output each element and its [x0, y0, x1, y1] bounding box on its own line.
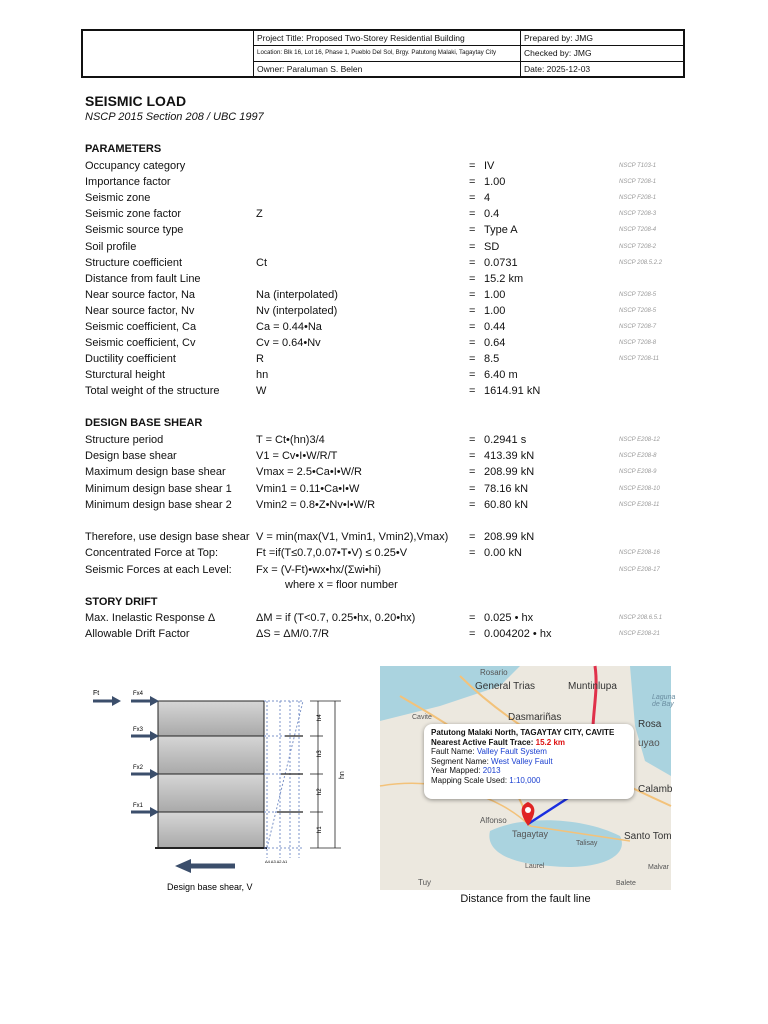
row-symbol: ΔS = ΔM/0.7/R [256, 628, 330, 641]
row-ref: NSCP E208-21 [619, 631, 660, 638]
row-eq: = [469, 240, 476, 253]
row-value: 0.0731 [484, 256, 518, 269]
map-label-general-trias: General Trias [475, 681, 536, 692]
param-row [85, 271, 685, 287]
row-eq: = [469, 176, 476, 189]
row-ref: NSCP E208-16 [619, 550, 660, 557]
param-row [85, 383, 685, 399]
row-value: 6.40 m [484, 369, 518, 382]
row-label: Minimum design base shear 2 [85, 498, 232, 511]
map-label-tuy: Tuy [418, 878, 432, 887]
base-shear-head [175, 859, 191, 873]
map-label-talisay: Talisay [576, 840, 598, 847]
row-eq: = [469, 304, 476, 317]
row-value: 1614.91 kN [484, 385, 541, 398]
row-eq: = [469, 272, 476, 285]
row-value: 0.2941 s [484, 434, 527, 446]
row-value: 1.00 [484, 288, 506, 301]
force-ft-label: Ft [93, 690, 100, 697]
map-label-santo-tomas: Santo Tom [624, 831, 672, 842]
row-eq: = [469, 337, 476, 350]
row-ref: NSCP 208.5.2.2 [619, 259, 663, 266]
h3-label: h3 [317, 750, 323, 757]
row-ref: NSCP T103-1 [619, 163, 657, 169]
row-eq: = [469, 256, 476, 269]
map-label-malvar: Malvar [648, 864, 670, 871]
row-eq: = [469, 466, 476, 479]
row-ref: NSCP T208-7 [619, 324, 657, 330]
row-eq: = [469, 628, 476, 641]
param-row [85, 222, 685, 238]
h1-label: h1 [317, 826, 323, 833]
row-label: Sturctural height [85, 369, 166, 382]
param-row [85, 626, 685, 642]
param-row [85, 464, 685, 480]
row-symbol: Cv = 0.64•Nv [256, 337, 321, 350]
param-row [85, 432, 685, 448]
row-eq: = [469, 482, 476, 495]
row-label: Therefore, use design base shear [85, 531, 250, 543]
map-label-laurel: Laurel [525, 863, 545, 870]
date: Date: 2025-12-03 [524, 64, 591, 74]
row-value: 0.44 [484, 321, 506, 333]
popup-scale: 1:10,000 [509, 775, 541, 785]
row-eq: = [469, 288, 476, 301]
row-eq: = [469, 353, 476, 366]
row-value: IV [484, 160, 495, 172]
row-ref: NSCP 208.6.5.1 [619, 615, 663, 621]
row-label: Occupancy category [85, 160, 186, 172]
row-label: Seismic coefficient, Cv [85, 337, 196, 350]
row-label: Allowable Drift Factor [85, 628, 190, 641]
row-eq: = [469, 547, 476, 560]
row-symbol: hn [256, 369, 269, 382]
row-symbol: Na (interpolated) [256, 288, 338, 301]
map-label-laguna: Laguna de Bay [652, 694, 676, 708]
row-symbol: V = min(max(V1, Vmin1, Vmin2),Vmax) [256, 531, 449, 543]
force-fx2-label: Fx2 [133, 765, 144, 771]
project-title: Project Title: Proposed Two-Storey Residential Building [257, 33, 465, 43]
row-symbol: W [256, 385, 267, 398]
map-label-calamba: Calamb [638, 784, 673, 795]
param-row [85, 562, 685, 578]
drift-labels: Δ4 Δ3 Δ2 Δ1 [265, 859, 288, 864]
popup-fault-name: Valley Fault System [476, 747, 547, 756]
parameters-heading: PARAMETERS [85, 143, 162, 155]
param-row [85, 158, 685, 174]
row-symbol: Vmin2 = 0.8•Z•Nv•I•W/R [256, 498, 376, 511]
row-value: 78.16 kN [484, 482, 529, 495]
row-symbol: R [256, 353, 264, 366]
row-value: 0.64 [484, 337, 506, 350]
project-owner: Owner: Paraluman S. Belen [257, 64, 363, 74]
map-label-rosa: Rosa [638, 719, 662, 730]
map-label-balete: Balete [616, 880, 636, 887]
row-eq: = [469, 192, 476, 205]
popup-nearest-value: 15.2 km [535, 737, 566, 747]
row-label: Seismic coefficient, Ca [85, 321, 197, 333]
row-eq: = [469, 612, 476, 624]
map-caption: Distance from the fault line [460, 893, 591, 905]
row-label: Concentrated Force at Top: [85, 547, 219, 560]
row-label: Total weight of the structure [85, 385, 220, 398]
row-symbol: Ft =if(T≤0.7,0.07•T•V) ≤ 0.25•V [256, 547, 408, 560]
row-symbol: Ct [256, 256, 267, 269]
param-row [85, 529, 685, 545]
row-ref: NSCP E208-12 [619, 437, 660, 443]
row-value: 208.99 kN [484, 531, 535, 543]
popup-scale-label: Mapping Scale Used: [431, 775, 508, 785]
row-value: 1.00 [484, 304, 506, 317]
force-fx4-label: Fx4 [133, 691, 144, 697]
page-subtitle: NSCP 2015 Section 208 / UBC 1997 [85, 111, 264, 123]
row-label: Seismic source type [85, 224, 184, 237]
param-row [85, 610, 685, 626]
force-fx1-label: Fx1 [133, 803, 144, 809]
row-ref: NSCP T208-11 [619, 356, 660, 363]
row-label: Near source factor, Na [85, 288, 196, 301]
row-label: Near source factor, Nv [85, 304, 195, 317]
popup-nearest-label: Nearest Active Fault Trace: [431, 737, 534, 747]
base-shear-heading: DESIGN BASE SHEAR [85, 417, 203, 429]
title-block [81, 29, 685, 78]
row-ref: NSCP F208-1 [619, 195, 657, 202]
row-value: 0.004202 • hx [484, 628, 552, 641]
row-label: Max. Inelastic Response Δ [85, 612, 216, 624]
row-eq: = [469, 450, 476, 463]
row-label: Seismic zone factor [85, 208, 181, 221]
project-location: Location: Blk 16, Lot 16, Phase 1, Pueblo Del Sol, Brgy. Patutong Malaki, Tagaytay City [257, 49, 497, 56]
row-eq: = [469, 498, 476, 511]
param-row [85, 239, 685, 255]
storey-1 [158, 812, 264, 848]
row-ref: NSCP T208-3 [619, 211, 657, 218]
param-row [85, 255, 685, 271]
param-row [85, 303, 685, 319]
row-value: 0.4 [484, 208, 500, 221]
row-value: SD [484, 240, 500, 253]
row-eq: = [469, 369, 476, 382]
row-ref: NSCP E208-8 [619, 453, 657, 460]
row-value: 4 [484, 192, 491, 205]
row-label: Maximum design base shear [85, 466, 226, 479]
param-row [85, 206, 685, 222]
row-label: Structure coefficient [85, 256, 183, 269]
row-label: Ductility coefficient [85, 353, 176, 366]
row-label: Seismic Forces at each Level: [85, 563, 232, 576]
param-row [85, 481, 685, 497]
row-symbol: V1 = Cv•I•W/R/T [256, 450, 338, 463]
storey-2 [158, 774, 264, 812]
row-ref: NSCP T208-5 [619, 291, 657, 298]
storey-3 [158, 736, 264, 774]
row-value: Type A [484, 224, 518, 237]
drift-heading: STORY DRIFT [85, 596, 158, 608]
row-ref: NSCP T208-5 [619, 307, 657, 314]
map-label-alfonso: Alfonso [480, 816, 507, 825]
row-label: Structure period [85, 434, 164, 446]
force-ft-head [112, 696, 121, 706]
row-value: 0.00 kN [484, 547, 522, 560]
building-force-diagram [85, 683, 365, 898]
row-value: 15.2 km [484, 272, 524, 285]
row-symbol: Vmax = 2.5•Ca•I•W/R [256, 466, 362, 479]
map-label-rosario: Rosario [480, 668, 508, 677]
popup-fault-label: Fault Name: [431, 747, 475, 756]
param-row [85, 319, 685, 335]
row-label: Soil profile [85, 240, 137, 253]
row-value: 60.80 kN [484, 498, 529, 511]
row-ref: NSCP T208-2 [619, 243, 657, 250]
row-eq: = [469, 160, 476, 172]
row-eq: = [469, 224, 476, 237]
base-shear-label: Design base shear, V [167, 882, 253, 892]
row-label: Seismic zone [85, 192, 151, 205]
popup-year-label: Year Mapped: [431, 766, 481, 775]
map-label-cabuyao: uyao [638, 738, 660, 749]
row-ref: NSCP T208-1 [619, 179, 657, 186]
param-row [85, 545, 685, 561]
h4-label: h4 [317, 714, 323, 721]
row-label: Distance from fault Line [85, 272, 201, 285]
row-symbol: Z [256, 208, 263, 221]
page-title: SEISMIC LOAD [85, 93, 187, 109]
row-value: 0.025 • hx [484, 612, 534, 624]
row-eq: = [469, 531, 476, 543]
logo-cell [83, 31, 254, 76]
row-ref: NSCP T208-8 [619, 340, 657, 347]
row-value: 1.00 [484, 176, 506, 189]
row-symbol: Vmin1 = 0.11•Ca•I•W [256, 482, 360, 495]
row-eq: = [469, 385, 476, 398]
map-label-cavite: Cavite [412, 714, 432, 721]
row-label: Importance factor [85, 176, 171, 189]
row-ref: NSCP E208-9 [619, 469, 657, 476]
storey-4 [158, 701, 264, 736]
row-symbol: Ca = 0.44•Na [256, 321, 322, 333]
row-eq: = [469, 321, 476, 333]
popup-segment-name: West Valley Fault [491, 756, 553, 766]
row-symbol: T = Ct•(hn)3/4 [256, 434, 325, 446]
param-row [85, 174, 685, 190]
param-row [85, 351, 685, 367]
prepared-by: Prepared by: JMG [524, 33, 593, 43]
param-row [85, 497, 685, 513]
row-value: 413.39 kN [484, 450, 535, 463]
force-fx3-label: Fx3 [133, 727, 144, 733]
param-row [85, 287, 685, 303]
row-value: 8.5 [484, 353, 500, 366]
row-symbol: Fx = (V-Ft)•wx•hx/(Σwi•hi) [256, 563, 381, 576]
map-label-dasmarinas: Dasmariñas [508, 712, 562, 723]
param-row [85, 367, 685, 383]
map-label-tagaytay: Tagaytay [512, 829, 549, 839]
checked-by: Checked by: JMG [524, 48, 592, 58]
row-ref: NSCP E208-11 [619, 501, 660, 508]
fault-info-popup [424, 724, 634, 799]
row-ref: NSCP T208-4 [619, 227, 657, 234]
popup-segment-label: Segment Name: [431, 756, 489, 766]
row-label: Design base shear [85, 450, 177, 463]
row-eq: = [469, 434, 476, 446]
param-row [85, 335, 685, 351]
map-label-muntinlupa: Muntinlupa [568, 681, 617, 692]
h2-label: h2 [317, 788, 323, 795]
row-ref: NSCP E208-17 [619, 566, 660, 573]
param-row [85, 448, 685, 464]
row-eq: = [469, 208, 476, 221]
row-label: Minimum design base shear 1 [85, 482, 232, 495]
floor-note: where x = floor number [285, 579, 398, 591]
row-ref: NSCP E208-10 [619, 485, 660, 492]
row-symbol: ΔM = if (T<0.7, 0.25•hx, 0.20•hx) [256, 612, 416, 624]
row-symbol: Nv (interpolated) [256, 304, 338, 317]
hn-label: hn [339, 771, 346, 779]
param-row [85, 190, 685, 206]
popup-title: Patutong Malaki North, TAGAYTAY CITY, CAVITE [431, 728, 615, 737]
row-value: 208.99 kN [484, 466, 535, 479]
popup-year: 2013 [482, 766, 501, 775]
